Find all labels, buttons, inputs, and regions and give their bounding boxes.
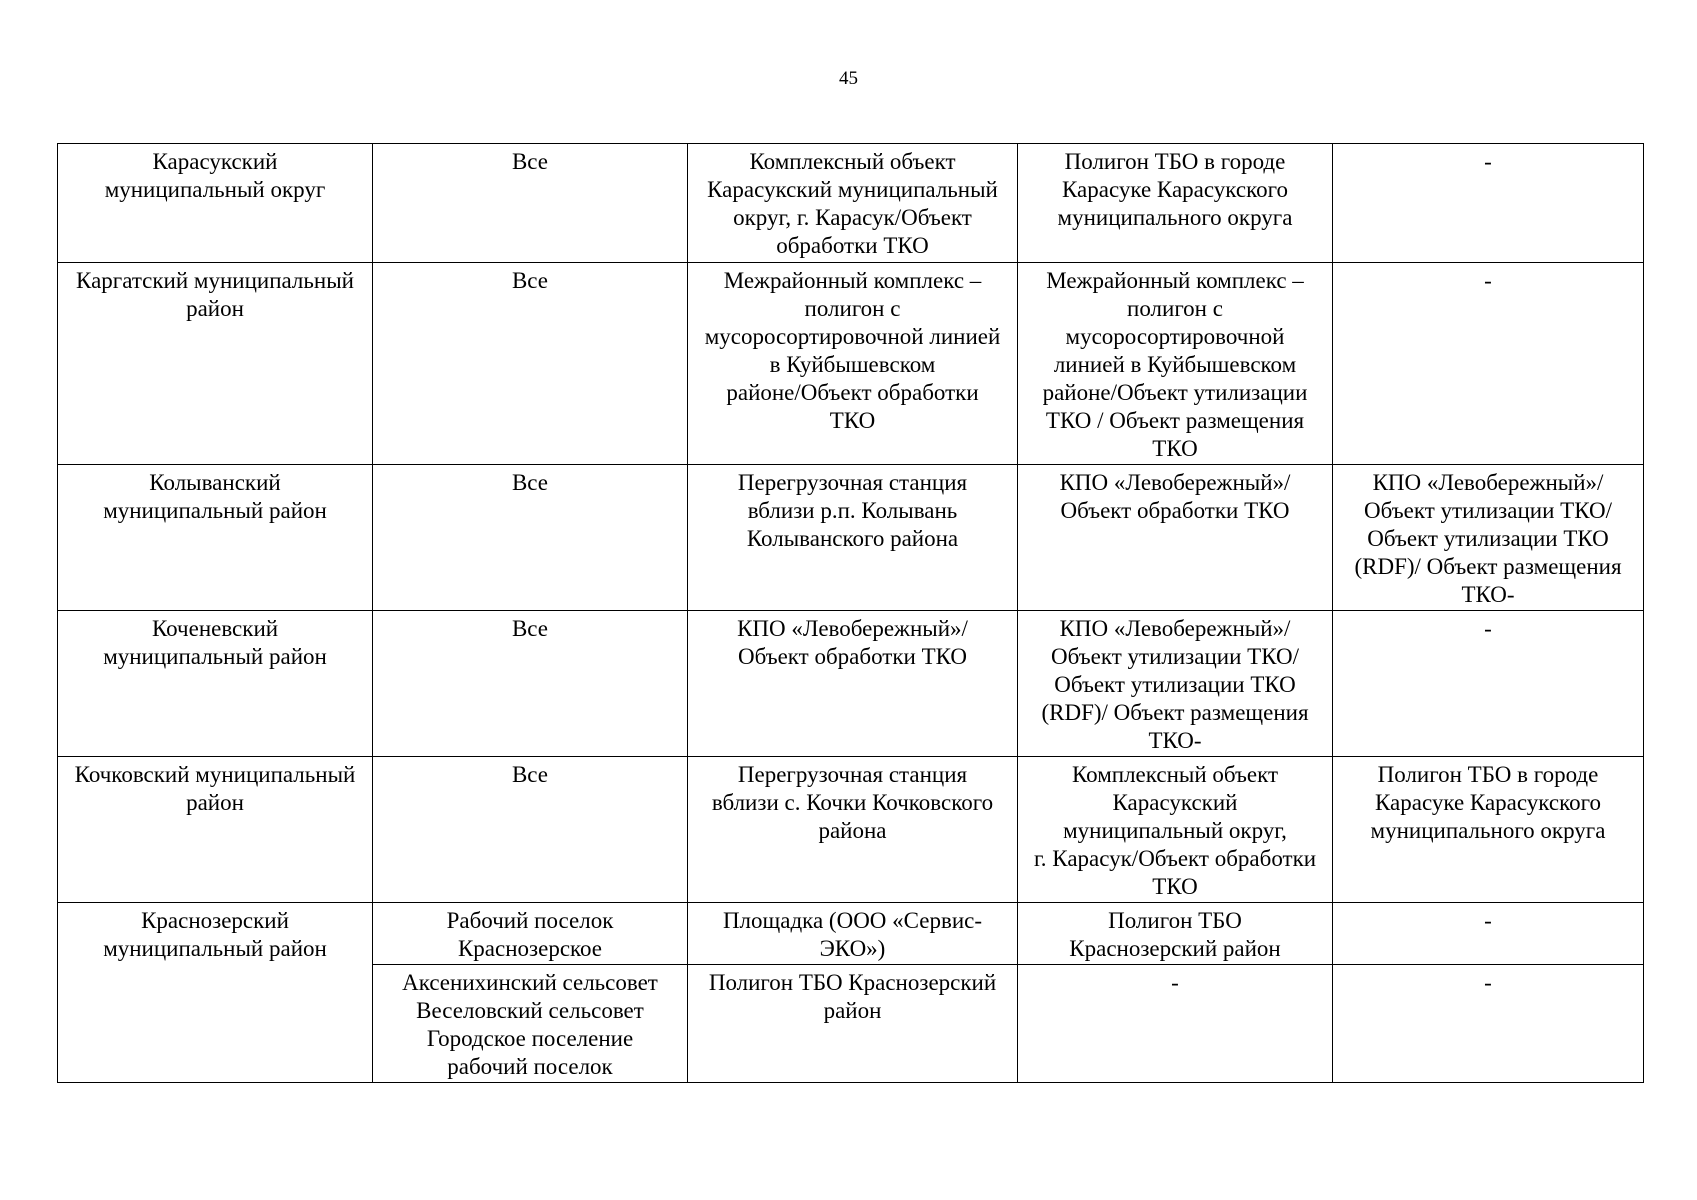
cell-text-line: - <box>1484 908 1492 933</box>
cell-text-line: Веселовский сельсовет <box>416 998 644 1023</box>
cell-text-line: Межрайонный комплекс – <box>1046 268 1304 293</box>
processing-object-cell <box>688 611 1018 757</box>
disposal-object-cell <box>1018 965 1333 1083</box>
cell-text-line: ТКО <box>829 408 876 433</box>
cell-text-line: Рабочий поселок <box>446 908 614 933</box>
settlements-cell <box>373 903 688 965</box>
cell-text-line: Объект утилизации ТКО/ <box>1364 498 1612 523</box>
processing-object-cell <box>688 144 1018 263</box>
processing-object-cell <box>688 263 1018 465</box>
cell-text-line: муниципальный округ, <box>1063 818 1287 843</box>
additional-object-cell <box>1333 144 1644 263</box>
settlements-cell <box>373 611 688 757</box>
cell-text-line: Объект утилизации ТКО/ <box>1051 644 1299 669</box>
cell-text-line: ТКО / Объект размещения <box>1045 408 1305 433</box>
cell-text-line: Полигон ТБО в городе <box>1377 762 1599 787</box>
cell-text-line: Кочковский муниципальный <box>74 762 356 787</box>
settlements-cell <box>373 465 688 611</box>
disposal-object-cell <box>1018 611 1333 757</box>
cell-text-line: Все <box>511 762 549 787</box>
cell-text-line: ТКО- <box>1461 582 1515 607</box>
cell-text-line: КПО «Левобережный»/ <box>737 616 968 641</box>
cell-text-line: (RDF)/ Объект размещения <box>1354 554 1622 579</box>
additional-object-cell <box>1333 903 1644 965</box>
cell-text-line: Карасуке Карасукского <box>1375 790 1601 815</box>
cell-text-line: Колыванского района <box>746 526 959 551</box>
processing-object-cell <box>688 965 1018 1083</box>
cell-text-line: муниципальный район <box>103 936 327 961</box>
settlements-cell <box>373 757 688 903</box>
cell-text-line: Карасуке Карасукского <box>1062 177 1288 202</box>
page-number: 45 <box>839 68 858 89</box>
cell-text-line: Площадка (ООО «Сервис- <box>722 908 983 933</box>
settlements-cell <box>373 144 688 263</box>
cell-text-line: Каргатский муниципальный <box>76 268 354 293</box>
cell-text-line: муниципальный район <box>103 498 327 523</box>
cell-text-line: Карасукский муниципальный <box>707 177 998 202</box>
table-row <box>58 757 1644 903</box>
cell-text-line: Межрайонный комплекс – <box>723 268 982 293</box>
processing-object-cell <box>688 465 1018 611</box>
cell-text-line: Перегрузочная станция <box>737 762 968 787</box>
cell-text-line: ЭКО») <box>819 936 886 961</box>
table-row <box>58 465 1644 611</box>
cell-text-line: Полигон ТБО в городе <box>1064 149 1286 174</box>
cell-text-line: Комплексный объект <box>749 149 956 174</box>
table-row <box>58 263 1644 465</box>
settlements-cell <box>373 263 688 465</box>
disposal-object-cell <box>1018 465 1333 611</box>
cell-text-line: ТКО- <box>1148 728 1202 753</box>
cell-text-line: Объект утилизации ТКО <box>1367 526 1609 551</box>
cell-text-line: муниципальный район <box>103 644 327 669</box>
cell-text-line: в Куйбышевском <box>769 352 936 377</box>
additional-object-cell <box>1333 263 1644 465</box>
cell-text-line: Все <box>511 616 549 641</box>
cell-text-line: - <box>1484 268 1492 293</box>
cell-text-line: мусоросортировочной линией <box>704 324 1001 349</box>
cell-text-line: муниципального округа <box>1370 818 1606 843</box>
cell-text-line: Коченевский <box>151 616 279 641</box>
table-row <box>58 903 1644 965</box>
cell-text-line: округ, г. Карасук/Объект <box>733 205 972 230</box>
settlements-cell <box>373 965 688 1083</box>
cell-text-line: ТКО <box>1152 874 1198 899</box>
cell-text-line: ТКО <box>1152 436 1198 461</box>
cell-text-line: мусоросортировочной <box>1065 324 1285 349</box>
district-cell <box>58 144 373 263</box>
cell-text-line: Краснозерский район <box>1069 936 1281 961</box>
cell-text-line: - <box>1484 970 1492 995</box>
cell-text-line: (RDF)/ Объект размещения <box>1041 700 1309 725</box>
cell-text-line: муниципального округа <box>1057 205 1293 230</box>
cell-text-line: Все <box>511 149 549 174</box>
cell-text-line: вблизи р.п. Колывань <box>747 498 958 523</box>
additional-object-cell <box>1333 965 1644 1083</box>
cell-text-line: Объект обработки ТКО <box>1060 498 1290 523</box>
cell-text-line: Карасукский <box>1112 790 1238 815</box>
cell-text-line: полигон с <box>1127 296 1223 321</box>
cell-text-line: - <box>1171 970 1179 995</box>
cell-text-line: Объект обработки ТКО <box>737 644 968 669</box>
disposal-object-cell <box>1018 144 1333 263</box>
cell-text-line: район <box>823 998 882 1023</box>
cell-text-line: районе/Объект обработки <box>726 380 979 405</box>
cell-text-line: Перегрузочная станция <box>737 470 968 495</box>
cell-text-line: Полигон ТБО <box>1108 908 1242 933</box>
waste-facilities-table <box>57 143 1644 1083</box>
cell-text-line: КПО «Левобережный»/ <box>1059 470 1291 495</box>
disposal-object-cell <box>1018 263 1333 465</box>
district-cell <box>58 611 373 757</box>
cell-text-line: обработки ТКО <box>776 233 929 258</box>
processing-object-cell <box>688 757 1018 903</box>
additional-object-cell <box>1333 611 1644 757</box>
district-cell <box>58 465 373 611</box>
cell-text-line: КПО «Левобережный»/ <box>1372 470 1604 495</box>
cell-text-line: Объект утилизации ТКО <box>1054 672 1296 697</box>
cell-text-line: Все <box>511 268 549 293</box>
cell-text-line: полигон с <box>804 296 901 321</box>
cell-text-line: районе/Объект утилизации <box>1042 380 1308 405</box>
table-row <box>58 611 1644 757</box>
cell-text-line: Комплексный объект <box>1071 762 1279 787</box>
cell-text-line: муниципальный округ <box>104 177 326 202</box>
table-body <box>58 144 1644 1083</box>
cell-text-line: линией в Куйбышевском <box>1053 352 1297 377</box>
table-row <box>58 144 1644 263</box>
cell-text-line: Все <box>511 470 549 495</box>
cell-text-line: район <box>186 790 244 815</box>
cell-text-line: район <box>186 296 244 321</box>
disposal-object-cell <box>1018 757 1333 903</box>
cell-text-line: Полигон ТБО Краснозерский <box>708 970 997 995</box>
cell-text-line: Колыванский <box>149 470 281 495</box>
cell-text-line: рабочий поселок <box>447 1054 613 1079</box>
cell-text-line: - <box>1484 616 1492 641</box>
cell-text-line: Краснозерское <box>457 936 603 961</box>
cell-text-line: Краснозерский <box>141 908 289 933</box>
cell-text-line: вблизи с. Кочки Кочковского <box>711 790 994 815</box>
cell-text-line: Карасукский <box>152 149 278 174</box>
additional-object-cell <box>1333 465 1644 611</box>
cell-text-line: г. Карасук/Объект обработки <box>1033 846 1317 871</box>
cell-text-line: района <box>818 818 887 843</box>
district-cell <box>58 757 373 903</box>
processing-object-cell <box>688 903 1018 965</box>
disposal-object-cell <box>1018 903 1333 965</box>
cell-text-line: - <box>1484 149 1492 174</box>
district-cell <box>58 263 373 465</box>
cell-text-line: Аксенихинский сельсовет <box>402 970 658 995</box>
cell-text-line: Городское поселение <box>426 1026 634 1051</box>
cell-text-line: КПО «Левобережный»/ <box>1059 616 1291 641</box>
additional-object-cell <box>1333 757 1644 903</box>
district-cell <box>58 903 373 1083</box>
